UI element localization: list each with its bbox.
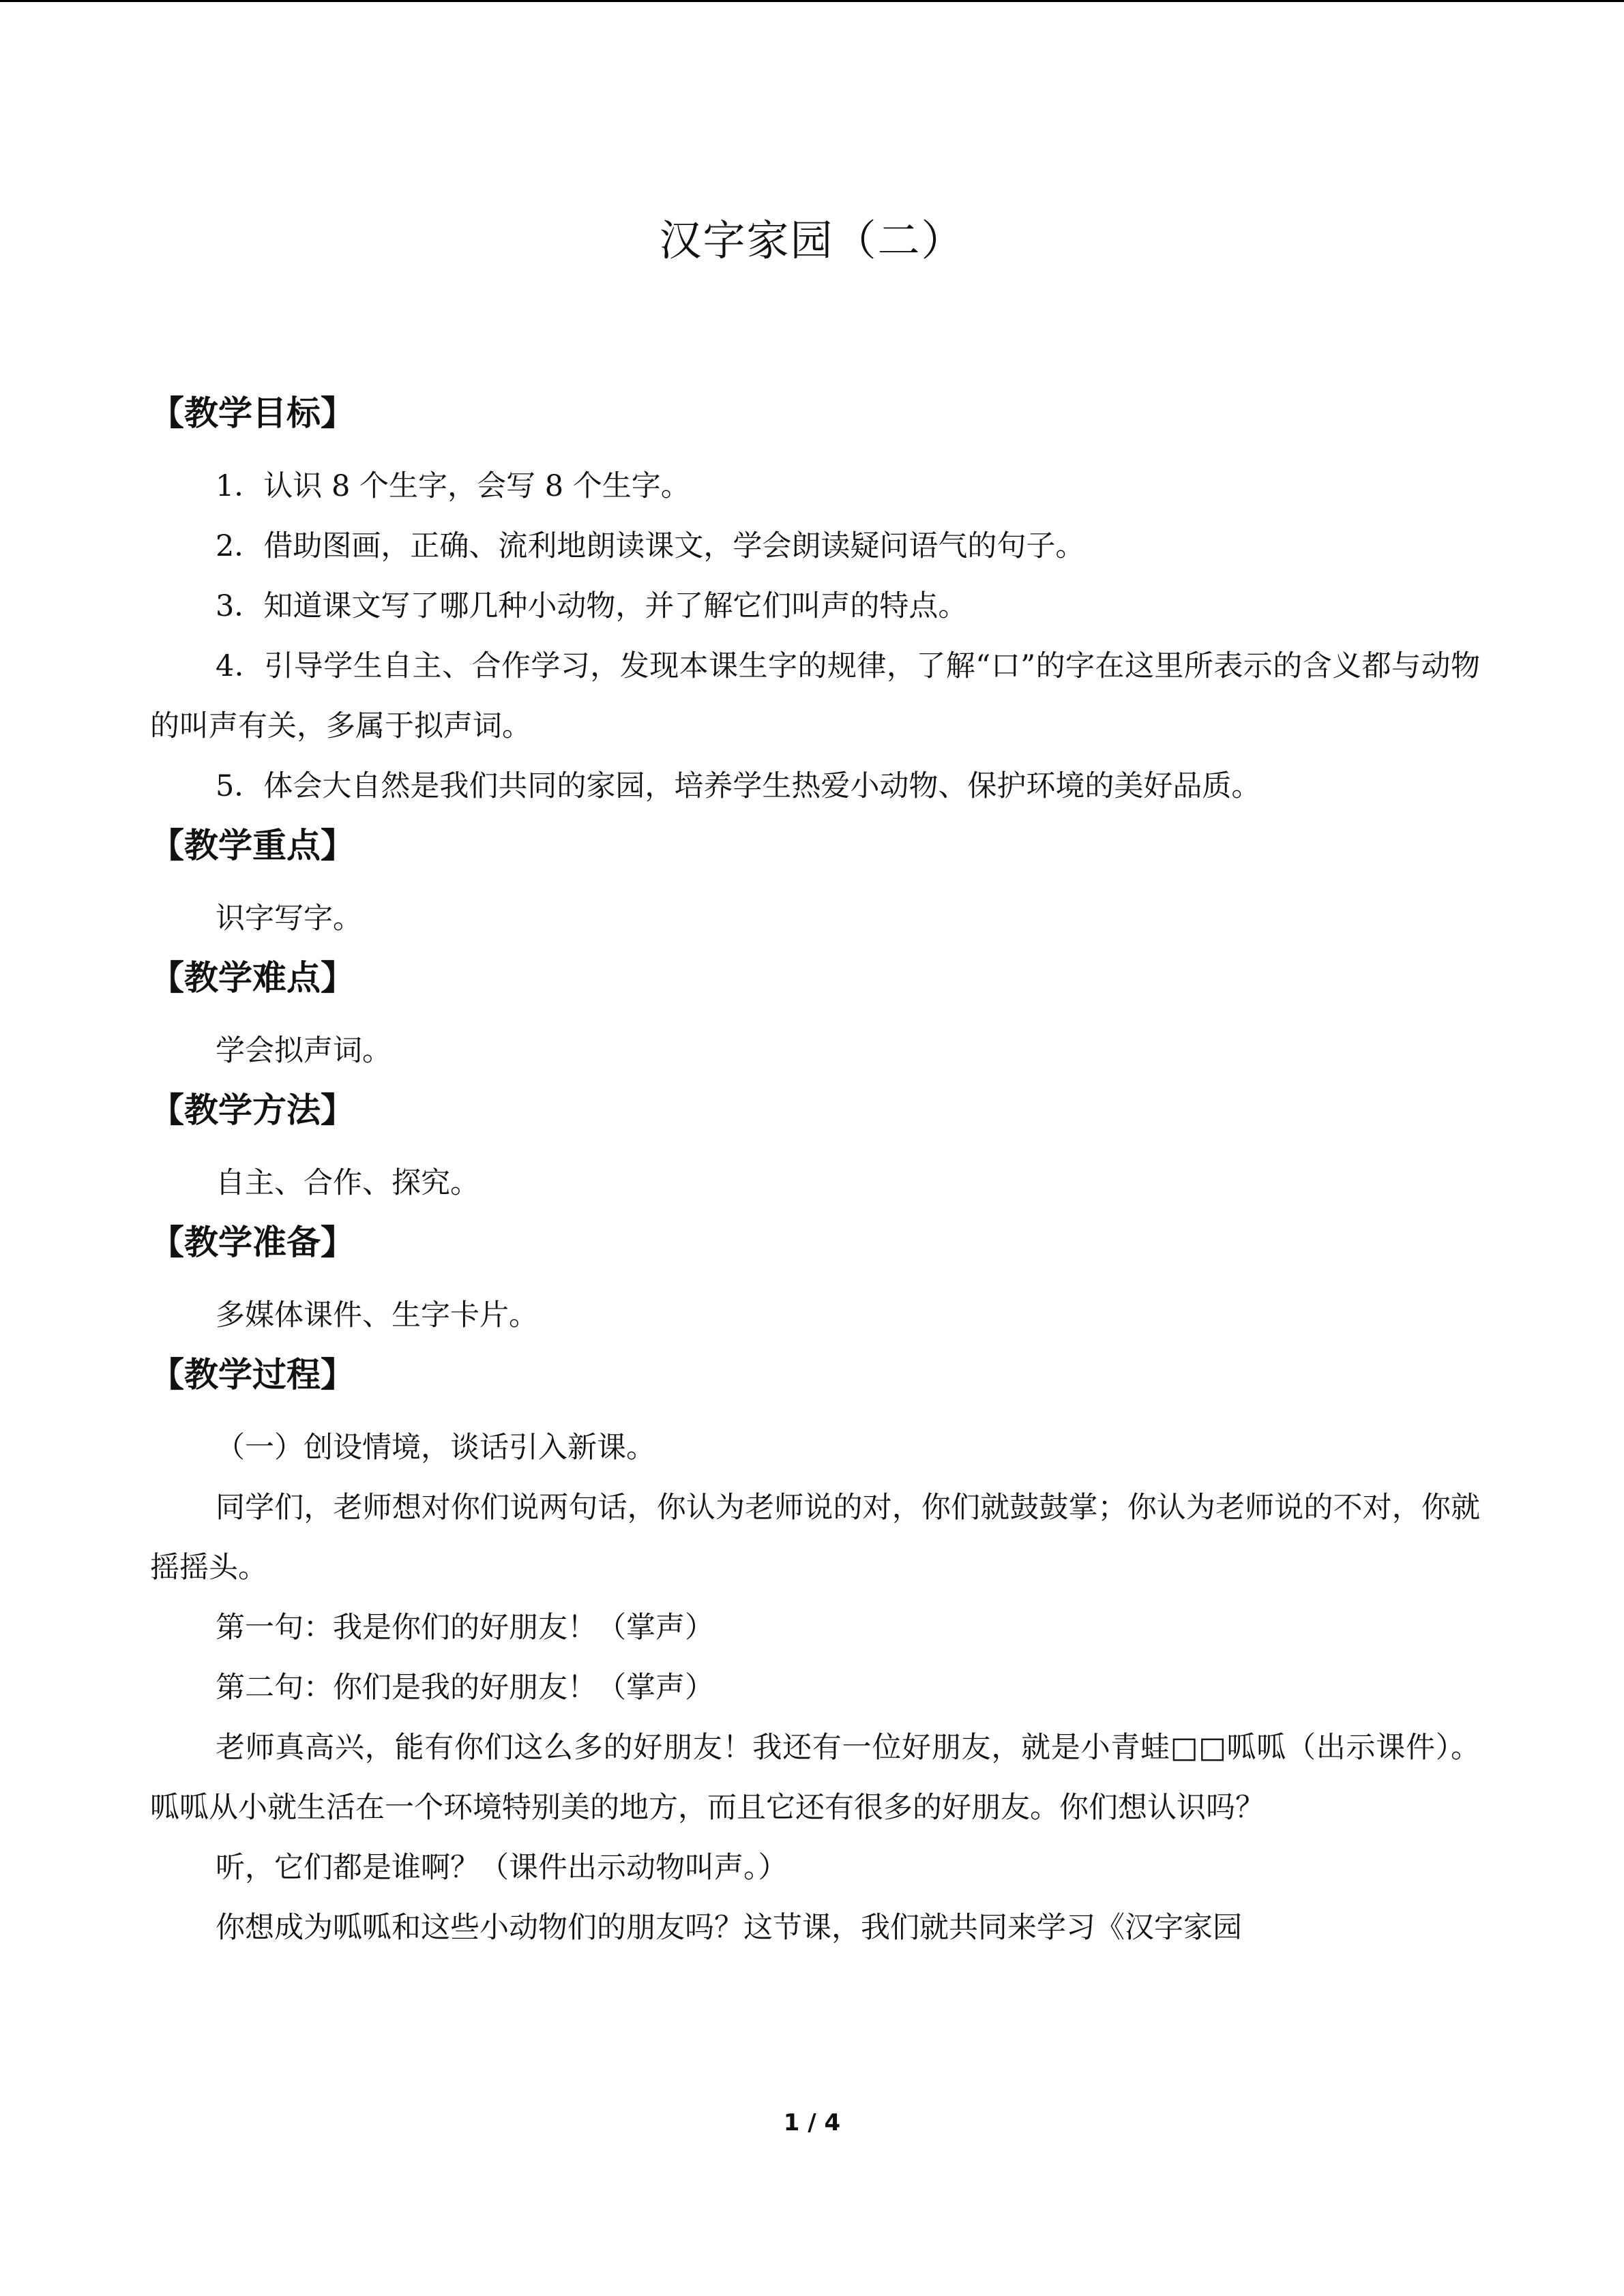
section-heading-goals: 【教学目标】 — [150, 393, 355, 433]
section-heading-process: 【教学过程】 — [150, 1355, 355, 1395]
goal-item-5: 5．体会大自然是我们共同的家园，培养学生热爱小动物、保护环境的美好品质。 — [216, 769, 1261, 803]
process-paragraph-5: 老师真高兴，能有你们这么多的好朋友！我还有一位好朋友，就是小青蛙□□呱呱（出示课件）。呱呱从小就生活在一个环境特别美的地方，而且它还有很多的好朋友。你们想认识吗？ — [150, 1731, 1480, 1825]
goal-item-2: 2．借助图画，正确、流利地朗读课文，学会朗读疑问语气的句子。 — [216, 529, 1085, 563]
process-paragraph-7: 你想成为呱呱和这些小动物们的朋友吗？这节课，我们就共同来学习《汉字家园 — [216, 1911, 1242, 1945]
preparation-text: 多媒体课件、生字卡片。 — [216, 1298, 538, 1332]
page-number: 1 / 4 — [783, 2109, 841, 2136]
methods-text: 自主、合作、探究。 — [216, 1166, 479, 1200]
goal-item-1: 1．认识 8 个生字，会写 8 个生字。 — [216, 469, 690, 503]
document-title: 汉字家园（二） — [659, 215, 965, 265]
section-heading-methods: 【教学方法】 — [150, 1090, 355, 1130]
goal-item-4: 4．引导学生自主、合作学习，发现本课生字的规律，了解“口”的字在这里所表示的含义都与动物的叫声有关，多属于拟声词。 — [150, 649, 1480, 743]
document-body — [150, 384, 1480, 1958]
process-paragraph-3: 第一句：我是你们的好朋友！（掌声） — [216, 1611, 714, 1645]
section-heading-preparation: 【教学准备】 — [150, 1223, 355, 1262]
process-paragraph-1: （一）创设情境，谈话引入新课。 — [216, 1431, 655, 1465]
goal-item-3: 3．知道课文写了哪几种小动物，并了解它们叫声的特点。 — [216, 589, 968, 623]
process-paragraph-6: 听，它们都是谁啊？（课件出示动物叫声。） — [216, 1851, 788, 1885]
key-points-text: 识字写字。 — [216, 901, 362, 936]
section-heading-difficulties: 【教学难点】 — [150, 958, 355, 998]
process-paragraph-2: 同学们，老师想对你们说两句话，你认为老师说的对，你们就鼓鼓掌；你认为老师说的不对，你就摇摇头。 — [150, 1491, 1480, 1585]
process-paragraph-4: 第二句：你们是我的好朋友！（掌声） — [216, 1671, 714, 1705]
section-heading-key-points: 【教学重点】 — [150, 826, 355, 865]
difficulties-text: 学会拟声词。 — [216, 1034, 392, 1068]
